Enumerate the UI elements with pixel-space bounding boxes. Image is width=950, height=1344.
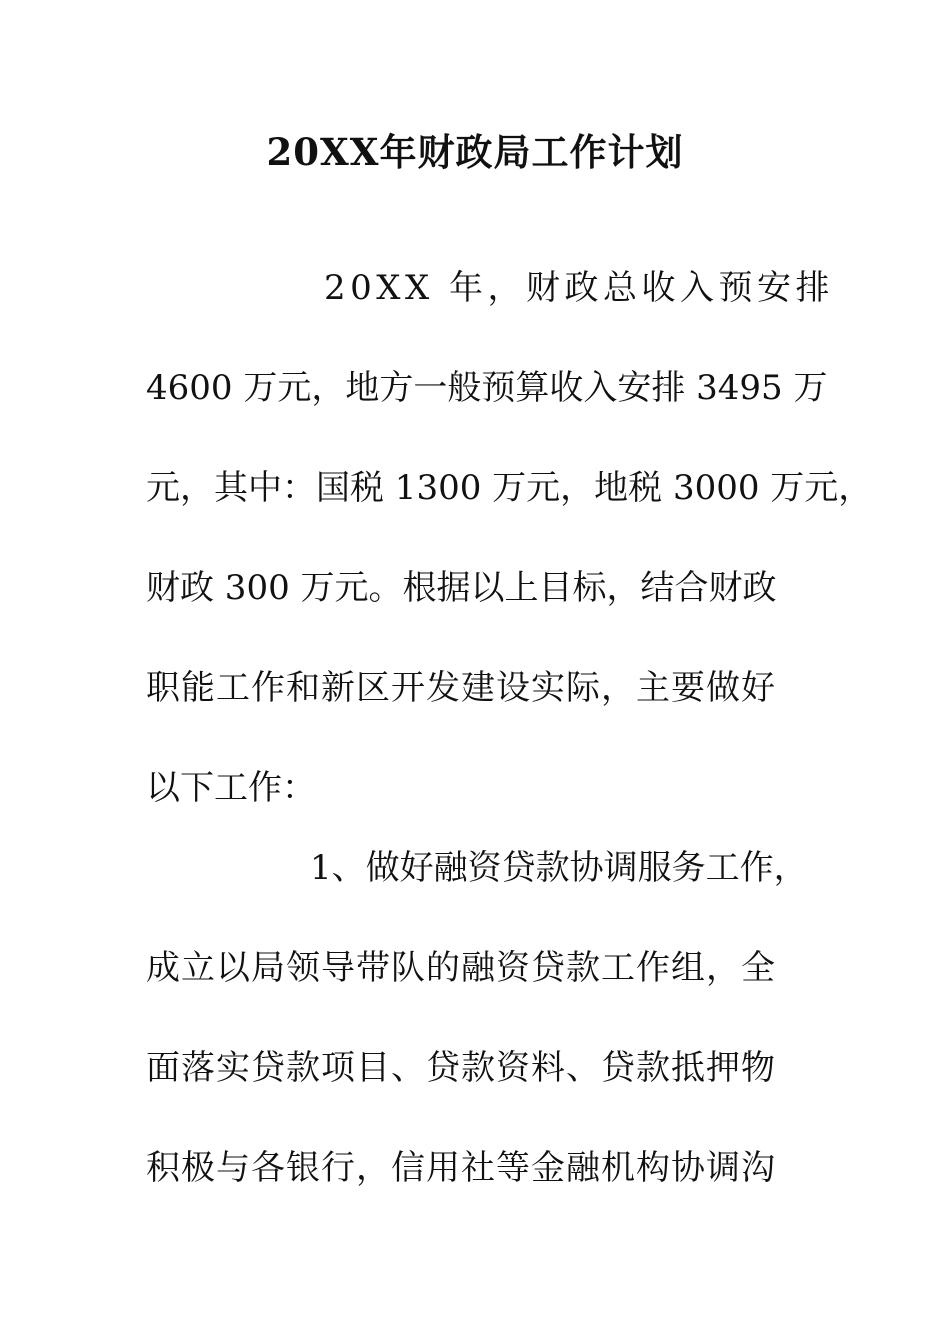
paragraph-line: 成立以局领导带队的融资贷款工作组，全 xyxy=(146,948,776,988)
paragraph-line: 元，其中：国税 1300 万元，地税 3000 万元， xyxy=(146,468,873,508)
paragraph-line: 1、做好融资贷款协调服务工作， xyxy=(310,848,808,888)
paragraph-line: 财政 300 万元。根据以上目标，结合财政 xyxy=(146,568,777,608)
paragraph-line: 4600 万元，地方一般预算收入安排 3495 万 xyxy=(146,368,828,408)
paragraph-line: 积极与各银行，信用社等金融机构协调沟 xyxy=(146,1148,776,1188)
paragraph-line: 20XX 年，财政总收入预安排 xyxy=(324,268,834,308)
paragraph-line: 以下工作： xyxy=(146,768,316,808)
paragraph-line: 职能工作和新区开发建设实际，主要做好 xyxy=(146,668,776,708)
document-title: 20XX年财政局工作计划 xyxy=(266,130,684,174)
paragraph-line: 面落实贷款项目、贷款资料、贷款抵押物 xyxy=(146,1048,776,1088)
